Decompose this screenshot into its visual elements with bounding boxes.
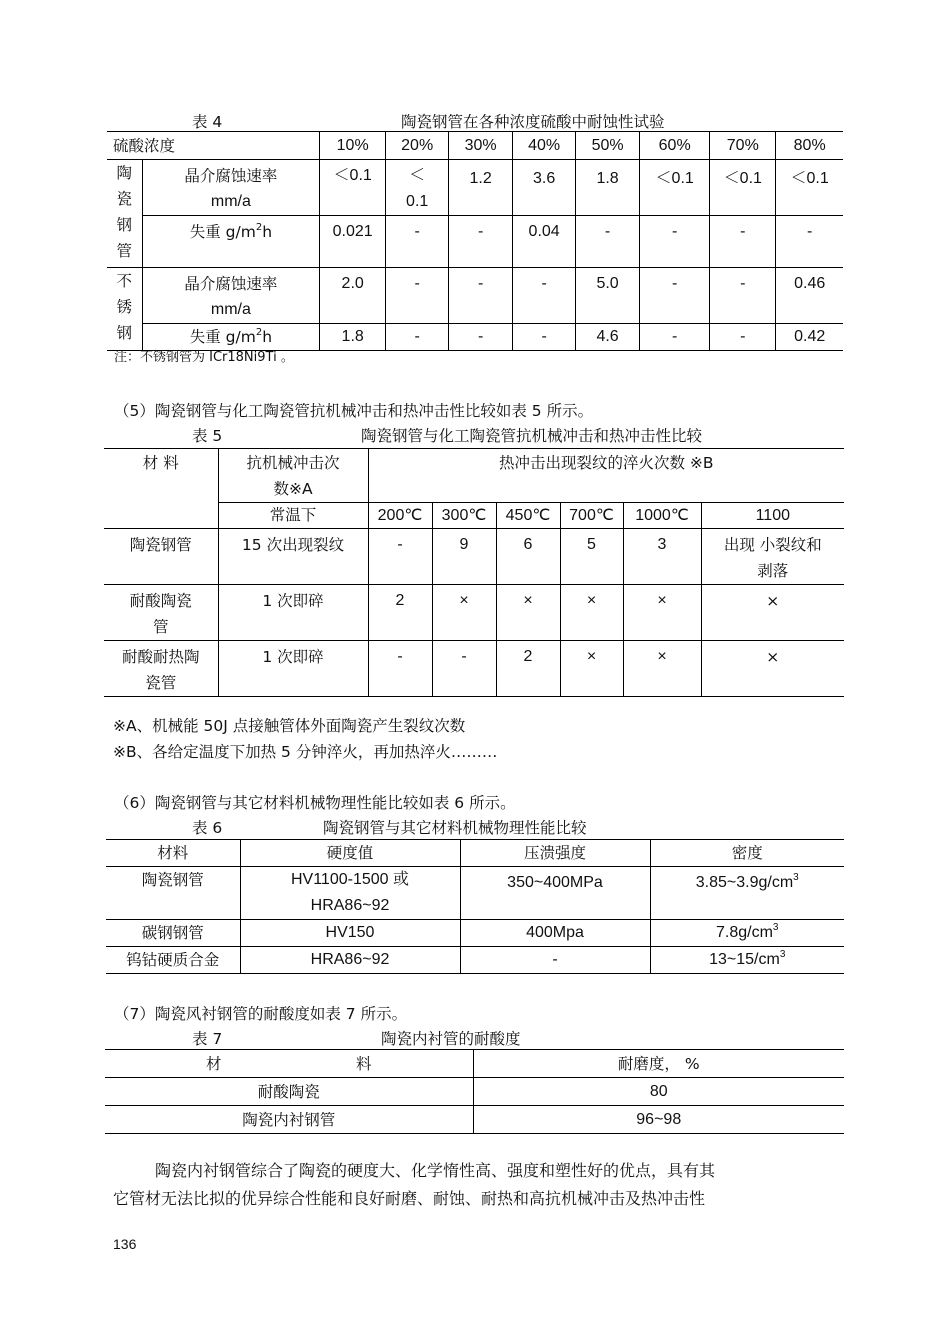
table5-cell: 6 xyxy=(496,529,560,585)
table7-row xyxy=(105,1106,844,1134)
table4-cell: 1.8 xyxy=(320,324,386,351)
table4-caption-title: 陶瓷钢管在各种浓度硫酸中耐蚀性试验 xyxy=(401,113,665,131)
table6-hardness: HV150 xyxy=(240,920,460,947)
table4-cell: 4.6 xyxy=(576,324,640,351)
table5-cell: × xyxy=(623,585,701,641)
section6-text: （6）陶瓷钢管与其它材料机械物理性能比较如表 6 所示。 xyxy=(114,794,516,812)
table6-caption-title: 陶瓷钢管与其它材料机械物理性能比较 xyxy=(323,819,587,837)
table4-cell: - xyxy=(776,216,843,268)
table4-cell: - xyxy=(513,324,576,351)
table5-temp-cell: 1100 xyxy=(701,503,844,529)
table4-cell: - xyxy=(640,268,710,324)
table4-header-cell: 80% xyxy=(776,132,843,160)
table6-hardness: HRA86~92 xyxy=(240,947,460,974)
table6-header-cell: 材料 xyxy=(106,840,240,867)
table7-header-row xyxy=(105,1050,844,1078)
table5-header-thermal: 热冲击出现裂纹的淬火次数 ※B xyxy=(368,449,844,503)
note-b: ※B、各给定温度下加热 5 分钟淬火，再加热淬火……… xyxy=(113,743,498,761)
table5-caption-title: 陶瓷钢管与化工陶瓷管抗机械冲击和热冲击性比较 xyxy=(361,427,703,445)
note-a: ※A、机械能 50J 点接触管体外面陶瓷产生裂纹次数 xyxy=(113,717,466,735)
table4-header-cell: 20% xyxy=(386,132,449,160)
table4-header-cell: 50% xyxy=(576,132,640,160)
table4-cell: 3.6 xyxy=(513,160,576,216)
table5-last-cell: × xyxy=(701,585,844,641)
table6-strength: 350~400MPa xyxy=(460,867,650,920)
table6-density: $13\sim 15/cm^3$ xyxy=(650,947,844,974)
table7 xyxy=(105,1049,844,1134)
table4-row xyxy=(107,268,843,324)
table4-cell: ＜ 0.1 xyxy=(386,160,449,216)
table4-header-cell: 40% xyxy=(513,132,576,160)
table5-row xyxy=(104,529,844,585)
table5-temp-cell: 450℃ xyxy=(496,503,560,529)
table4-header-cell: 70% xyxy=(710,132,776,160)
table4-cell: 2.0 xyxy=(320,268,386,324)
table7-caption-label: 表 7 xyxy=(192,1030,223,1048)
table5-cell: × xyxy=(496,585,560,641)
table6-strength: - xyxy=(460,947,650,974)
table4-header-cell: 60% xyxy=(640,132,710,160)
table5-temp-cell: 700℃ xyxy=(560,503,623,529)
table6-header-cell: 硬度值 xyxy=(240,840,460,867)
table6-row xyxy=(106,920,844,947)
table4-cell: - xyxy=(640,324,710,351)
table5-cell: 2 xyxy=(368,585,432,641)
table6-material: 碳钢钢管 xyxy=(106,920,240,947)
table5-cell: 3 xyxy=(623,529,701,585)
table4-cell: - xyxy=(640,216,710,268)
table6-material: 陶瓷钢管 xyxy=(106,867,240,920)
table5-header-material: 材 料 xyxy=(104,449,218,529)
table6-density: $7.8g/cm^3$ xyxy=(650,920,844,947)
table6-strength: 400Mpa xyxy=(460,920,650,947)
table7-header-material: 材 料 xyxy=(105,1050,473,1078)
table4-cell: - xyxy=(513,268,576,324)
table5-material: 耐酸陶瓷 管 xyxy=(104,585,218,641)
table4-group-ceramic: 陶 瓷 钢 管 xyxy=(107,160,142,268)
table7-material: 陶瓷内衬钢管 xyxy=(105,1106,473,1134)
table5-header-mech: 抗机械冲击次 数※A xyxy=(218,449,368,503)
table4-loss-label: 失重 $g/m^2h$ xyxy=(142,216,320,268)
table6-header-cell: 压溃强度 xyxy=(460,840,650,867)
table5-cell: 2 xyxy=(496,641,560,697)
table4-cell: - xyxy=(449,216,513,268)
table4-cell: 0.021 xyxy=(320,216,386,268)
table4-cell: ＜0.1 xyxy=(710,160,776,216)
table4-cell: - xyxy=(576,216,640,268)
table7-value: 96~98 xyxy=(473,1106,844,1134)
table4-cell: - xyxy=(449,324,513,351)
section7-text: （7）陶瓷风衬钢管的耐酸度如表 7 所示。 xyxy=(114,1005,408,1023)
table5-last-cell: 出现 小裂纹和 剥落 xyxy=(701,529,844,585)
table6-material: 钨钴硬质合金 xyxy=(106,947,240,974)
table4-cell: ＜0.1 xyxy=(320,160,386,216)
table4-row xyxy=(107,160,843,216)
table4-note: 注：不锈钢管为 ICr18Ni9Ti 。 xyxy=(114,350,294,365)
table7-row xyxy=(105,1078,844,1106)
table6-density: $3.85\sim 3.9g/cm^3$ xyxy=(650,867,844,920)
table4-cell: 1.8 xyxy=(576,160,640,216)
page-number: 136 xyxy=(113,1236,137,1252)
table5-cell: 9 xyxy=(432,529,496,585)
table5-cell: - xyxy=(368,529,432,585)
table6-hardness: HV1100-1500 或 HRA86~92 xyxy=(240,867,460,920)
table6-row xyxy=(106,867,844,920)
table5 xyxy=(104,448,844,697)
table6-header-cell: 密度 xyxy=(650,840,844,867)
table4-cell: 1.2 xyxy=(449,160,513,216)
table5-cell: × xyxy=(623,641,701,697)
table7-caption-title: 陶瓷内衬管的耐酸度 xyxy=(381,1030,521,1048)
table5-row xyxy=(104,585,844,641)
table4-cell: ＜0.1 xyxy=(640,160,710,216)
table7-material: 耐酸陶瓷 xyxy=(105,1078,473,1106)
table4-row xyxy=(107,216,843,268)
table4-header-row xyxy=(107,132,843,160)
table5-cell: - xyxy=(432,641,496,697)
table4-cell: 0.42 xyxy=(776,324,843,351)
section5-text: （5）陶瓷钢管与化工陶瓷管抗机械冲击和热冲击性比较如表 5 所示。 xyxy=(114,402,594,420)
table5-material: 耐酸耐热陶 瓷管 xyxy=(104,641,218,697)
table4-cell: 0.04 xyxy=(513,216,576,268)
table4-header-cell: 10% xyxy=(320,132,386,160)
table7-value: 80 xyxy=(473,1078,844,1106)
paragraph-line-1: 陶瓷内衬钢管综合了陶瓷的硬度大、化学惰性高、强度和塑性好的优点，具有其 xyxy=(155,1161,716,1180)
table4-cell: - xyxy=(386,268,449,324)
table4-rate-label: 晶介腐蚀速率 mm/a xyxy=(142,160,320,216)
table5-temp-cell: 300℃ xyxy=(432,503,496,529)
table4-cell: - xyxy=(710,268,776,324)
table4-cell: - xyxy=(710,324,776,351)
table7-header-value: 耐磨度， % xyxy=(473,1050,844,1078)
table4-header-cell: 30% xyxy=(449,132,513,160)
table5-material: 陶瓷钢管 xyxy=(104,529,218,585)
table5-last-cell: × xyxy=(701,641,844,697)
table4-group-steel: 不 锈 钢 xyxy=(107,268,142,351)
table5-cell: × xyxy=(560,641,623,697)
table6-header-row xyxy=(106,840,844,867)
table4-rate-label: 晶介腐蚀速率 mm/a xyxy=(142,268,320,324)
table4-cell: 0.46 xyxy=(776,268,843,324)
table4-cell: - xyxy=(449,268,513,324)
table6 xyxy=(106,839,844,974)
table5-temp-cell: 1000℃ xyxy=(623,503,701,529)
table5-cell: 5 xyxy=(560,529,623,585)
table5-cell: - xyxy=(368,641,432,697)
table5-sub-normal: 常温下 xyxy=(218,503,368,529)
table4 xyxy=(107,131,843,351)
paragraph-line-2: 它管材无法比拟的优异综合性能和良好耐磨、耐蚀、耐热和高抗机械冲击及热冲击性 xyxy=(113,1189,706,1208)
table4-caption-label: 表 4 xyxy=(192,113,223,131)
table5-temp-cell: 200℃ xyxy=(368,503,432,529)
table5-mech-cell: 1 次即碎 xyxy=(218,585,368,641)
table5-cell: × xyxy=(560,585,623,641)
table6-caption-label: 表 6 xyxy=(192,819,223,837)
table5-header-row xyxy=(104,449,844,503)
table4-loss-label: 失重 $g/m^2h$ xyxy=(142,324,320,351)
table4-cell: ＜0.1 xyxy=(776,160,843,216)
table5-mech-cell: 15 次出现裂纹 xyxy=(218,529,368,585)
table4-header-concentration: 硫酸浓度 xyxy=(107,132,320,160)
table4-cell: - xyxy=(710,216,776,268)
table5-caption-label: 表 5 xyxy=(192,427,223,445)
table4-cell: 5.0 xyxy=(576,268,640,324)
table4-cell: - xyxy=(386,324,449,351)
table6-row xyxy=(106,947,844,974)
table4-cell: - xyxy=(386,216,449,268)
table5-row xyxy=(104,641,844,697)
table5-mech-cell: 1 次即碎 xyxy=(218,641,368,697)
table5-cell: × xyxy=(432,585,496,641)
